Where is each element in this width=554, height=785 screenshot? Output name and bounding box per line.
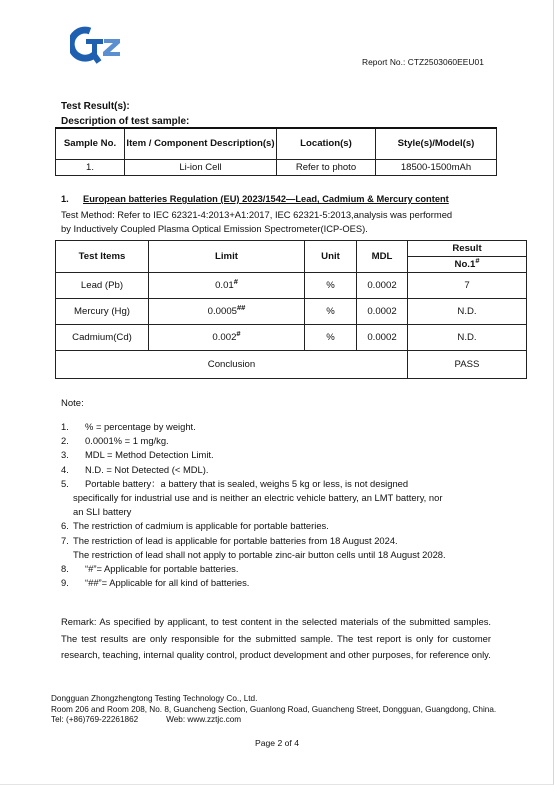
note-text: 0.0001% = 1 mg/kg.: [85, 435, 169, 447]
note-item: [61, 534, 446, 548]
note-item: [61, 463, 446, 477]
remark-paragraph: Remark: As specified by applicant, to test content in the selected materials of the submitted samples. The test results are only responsible for the submitted sample. The test report is only for customer research, teaching, internal quality control, product development and other purposes, for reference only.: [61, 616, 491, 660]
table-row: [56, 273, 527, 299]
note-item: [61, 505, 446, 519]
cell-unit: %: [305, 273, 357, 299]
note-number: 7.: [61, 534, 69, 546]
sample-description-table: [55, 127, 497, 176]
note-item: [61, 519, 446, 533]
cell-location: Refer to photo: [277, 159, 376, 175]
ctz-logo: [70, 26, 126, 66]
note-text: an SLI battery: [73, 506, 132, 518]
note-number: 9.: [61, 577, 69, 589]
note-label: Note:: [61, 398, 84, 409]
limit-mark: ##: [237, 303, 246, 312]
note-text: The restriction of lead is applicable for portable batteries from 18 August 2024.: [73, 534, 398, 546]
conclusion-row: [56, 351, 527, 379]
note-item: [61, 448, 446, 462]
cell-model: 18500-1500mAh: [376, 159, 497, 175]
note-text: The restriction of cadmium is applicable for portable batteries.: [73, 520, 329, 532]
report-number: Report No.: CTZ2503060EEU01: [362, 57, 484, 67]
cell-limit: [149, 325, 305, 351]
cell-item: Li-ion Cell: [125, 159, 277, 175]
footer-web: Web: www.zztjc.com: [166, 715, 242, 724]
cell-mdl: 0.0002: [357, 325, 408, 351]
cell-result: 7: [408, 273, 527, 299]
cell-limit: [149, 273, 305, 299]
conclusion-value: PASS: [408, 351, 527, 379]
table-row: [56, 325, 527, 351]
table-header-row: [56, 128, 497, 159]
col-sample-no: Sample No.: [56, 128, 125, 159]
page-number: Page 2 of 4: [255, 738, 299, 748]
cell-unit: %: [305, 299, 357, 325]
section-number: 1.: [61, 194, 69, 204]
col-location: Location(s): [277, 128, 376, 159]
note-text: Portable battery：a battery that is sealed, weighs 5 kg or less, is not designed: [85, 477, 409, 489]
section-title: [61, 194, 449, 204]
footer: [51, 694, 507, 726]
sample-description-heading: Description of test sample:: [61, 116, 190, 127]
note-item: [61, 477, 446, 491]
note-number: 5.: [61, 477, 69, 489]
conclusion-label: Conclusion: [56, 351, 408, 379]
test-method-line: by Inductively Coupled Plasma Optical Emission Spectrometer(ICP-OES).: [61, 223, 368, 234]
table-header-row: [56, 241, 527, 273]
result-sample-label: No.1: [454, 259, 476, 270]
note-item: [61, 420, 446, 434]
col-style-model: Style(s)/Model(s): [376, 128, 497, 159]
cell-unit: %: [305, 325, 357, 351]
note-number: 2.: [61, 435, 69, 447]
note-item: [61, 562, 446, 576]
limit-mark: #: [233, 277, 238, 286]
test-method-line: Test Method: Refer to IEC 62321-4:2013+A1:2017, IEC 62321-5:2013,analysis was performed: [61, 209, 453, 220]
note-text: The restriction of lead shall not apply to portable zinc-air button cells until 18 August 2028.: [73, 548, 446, 560]
result-label: Result: [452, 243, 482, 254]
cell-limit: [149, 299, 305, 325]
col-item-description: Item / Component Description(s): [125, 128, 277, 159]
note-text: % = percentage by weight.: [85, 421, 196, 432]
col-mdl: MDL: [357, 241, 408, 273]
col-unit: Unit: [305, 241, 357, 273]
limit-value: 0.01: [215, 280, 234, 291]
note-number: 4.: [61, 463, 69, 475]
cell-test-item: Cadmium(Cd): [56, 325, 149, 351]
footer-address: Room 206 and Room 208, No. 8, Guancheng Section, Guanlong Road, Guancheng Street, Dongguan, Guangdong, China.: [51, 704, 497, 714]
note-text: N.D. = Not Detected (< MDL).: [85, 463, 209, 475]
note-number: 8.: [61, 563, 69, 575]
limit-value: 0.0005: [207, 306, 237, 317]
col-result: [408, 241, 527, 273]
limit-mark: #: [236, 329, 241, 338]
cell-test-item: Lead (Pb): [56, 273, 149, 299]
sample-mark: #: [475, 256, 480, 265]
footer-company: Dongguan Zhongzhengtong Testing Technology Co., Ltd.: [51, 694, 258, 703]
note-text: “#”= Applicable for portable batteries.: [85, 563, 239, 575]
cell-result: N.D.: [408, 299, 527, 325]
note-number: 3.: [61, 449, 69, 461]
notes-list: [61, 420, 446, 590]
note-text: “##”= Applicable for all kind of batteries.: [85, 577, 250, 589]
note-item: [61, 434, 446, 448]
cell-mdl: 0.0002: [357, 273, 408, 299]
cell-test-item: Mercury (Hg): [56, 299, 149, 325]
note-number: 1.: [61, 421, 69, 432]
note-number: 6.: [61, 520, 69, 532]
table-row: [56, 299, 527, 325]
footer-tel: Tel: (+86)769-22261862: [51, 715, 139, 724]
test-results-heading: Test Result(s):: [61, 101, 130, 112]
footer-contact: [51, 715, 507, 726]
col-limit: Limit: [149, 241, 305, 273]
limit-value: 0.002: [212, 332, 237, 343]
note-item: [61, 548, 446, 562]
note-item: [61, 576, 446, 590]
table-row: [56, 159, 497, 175]
cell-sample-no: 1.: [56, 159, 125, 175]
cell-mdl: 0.0002: [357, 299, 408, 325]
col-test-items: Test Items: [56, 241, 149, 273]
cell-result: N.D.: [408, 325, 527, 351]
note-text: MDL = Method Detection Limit.: [85, 449, 214, 461]
section-title-text: European batteries Regulation (EU) 2023/1542—Lead, Cadmium & Mercury content: [83, 194, 449, 204]
test-method: [61, 208, 507, 236]
test-result-table: [55, 240, 527, 379]
note-item: [61, 491, 446, 505]
note-text: specifically for industrial use and is neither an electric vehicle battery, an LMT battery, nor: [73, 492, 443, 504]
result-sample: [407, 256, 527, 272]
